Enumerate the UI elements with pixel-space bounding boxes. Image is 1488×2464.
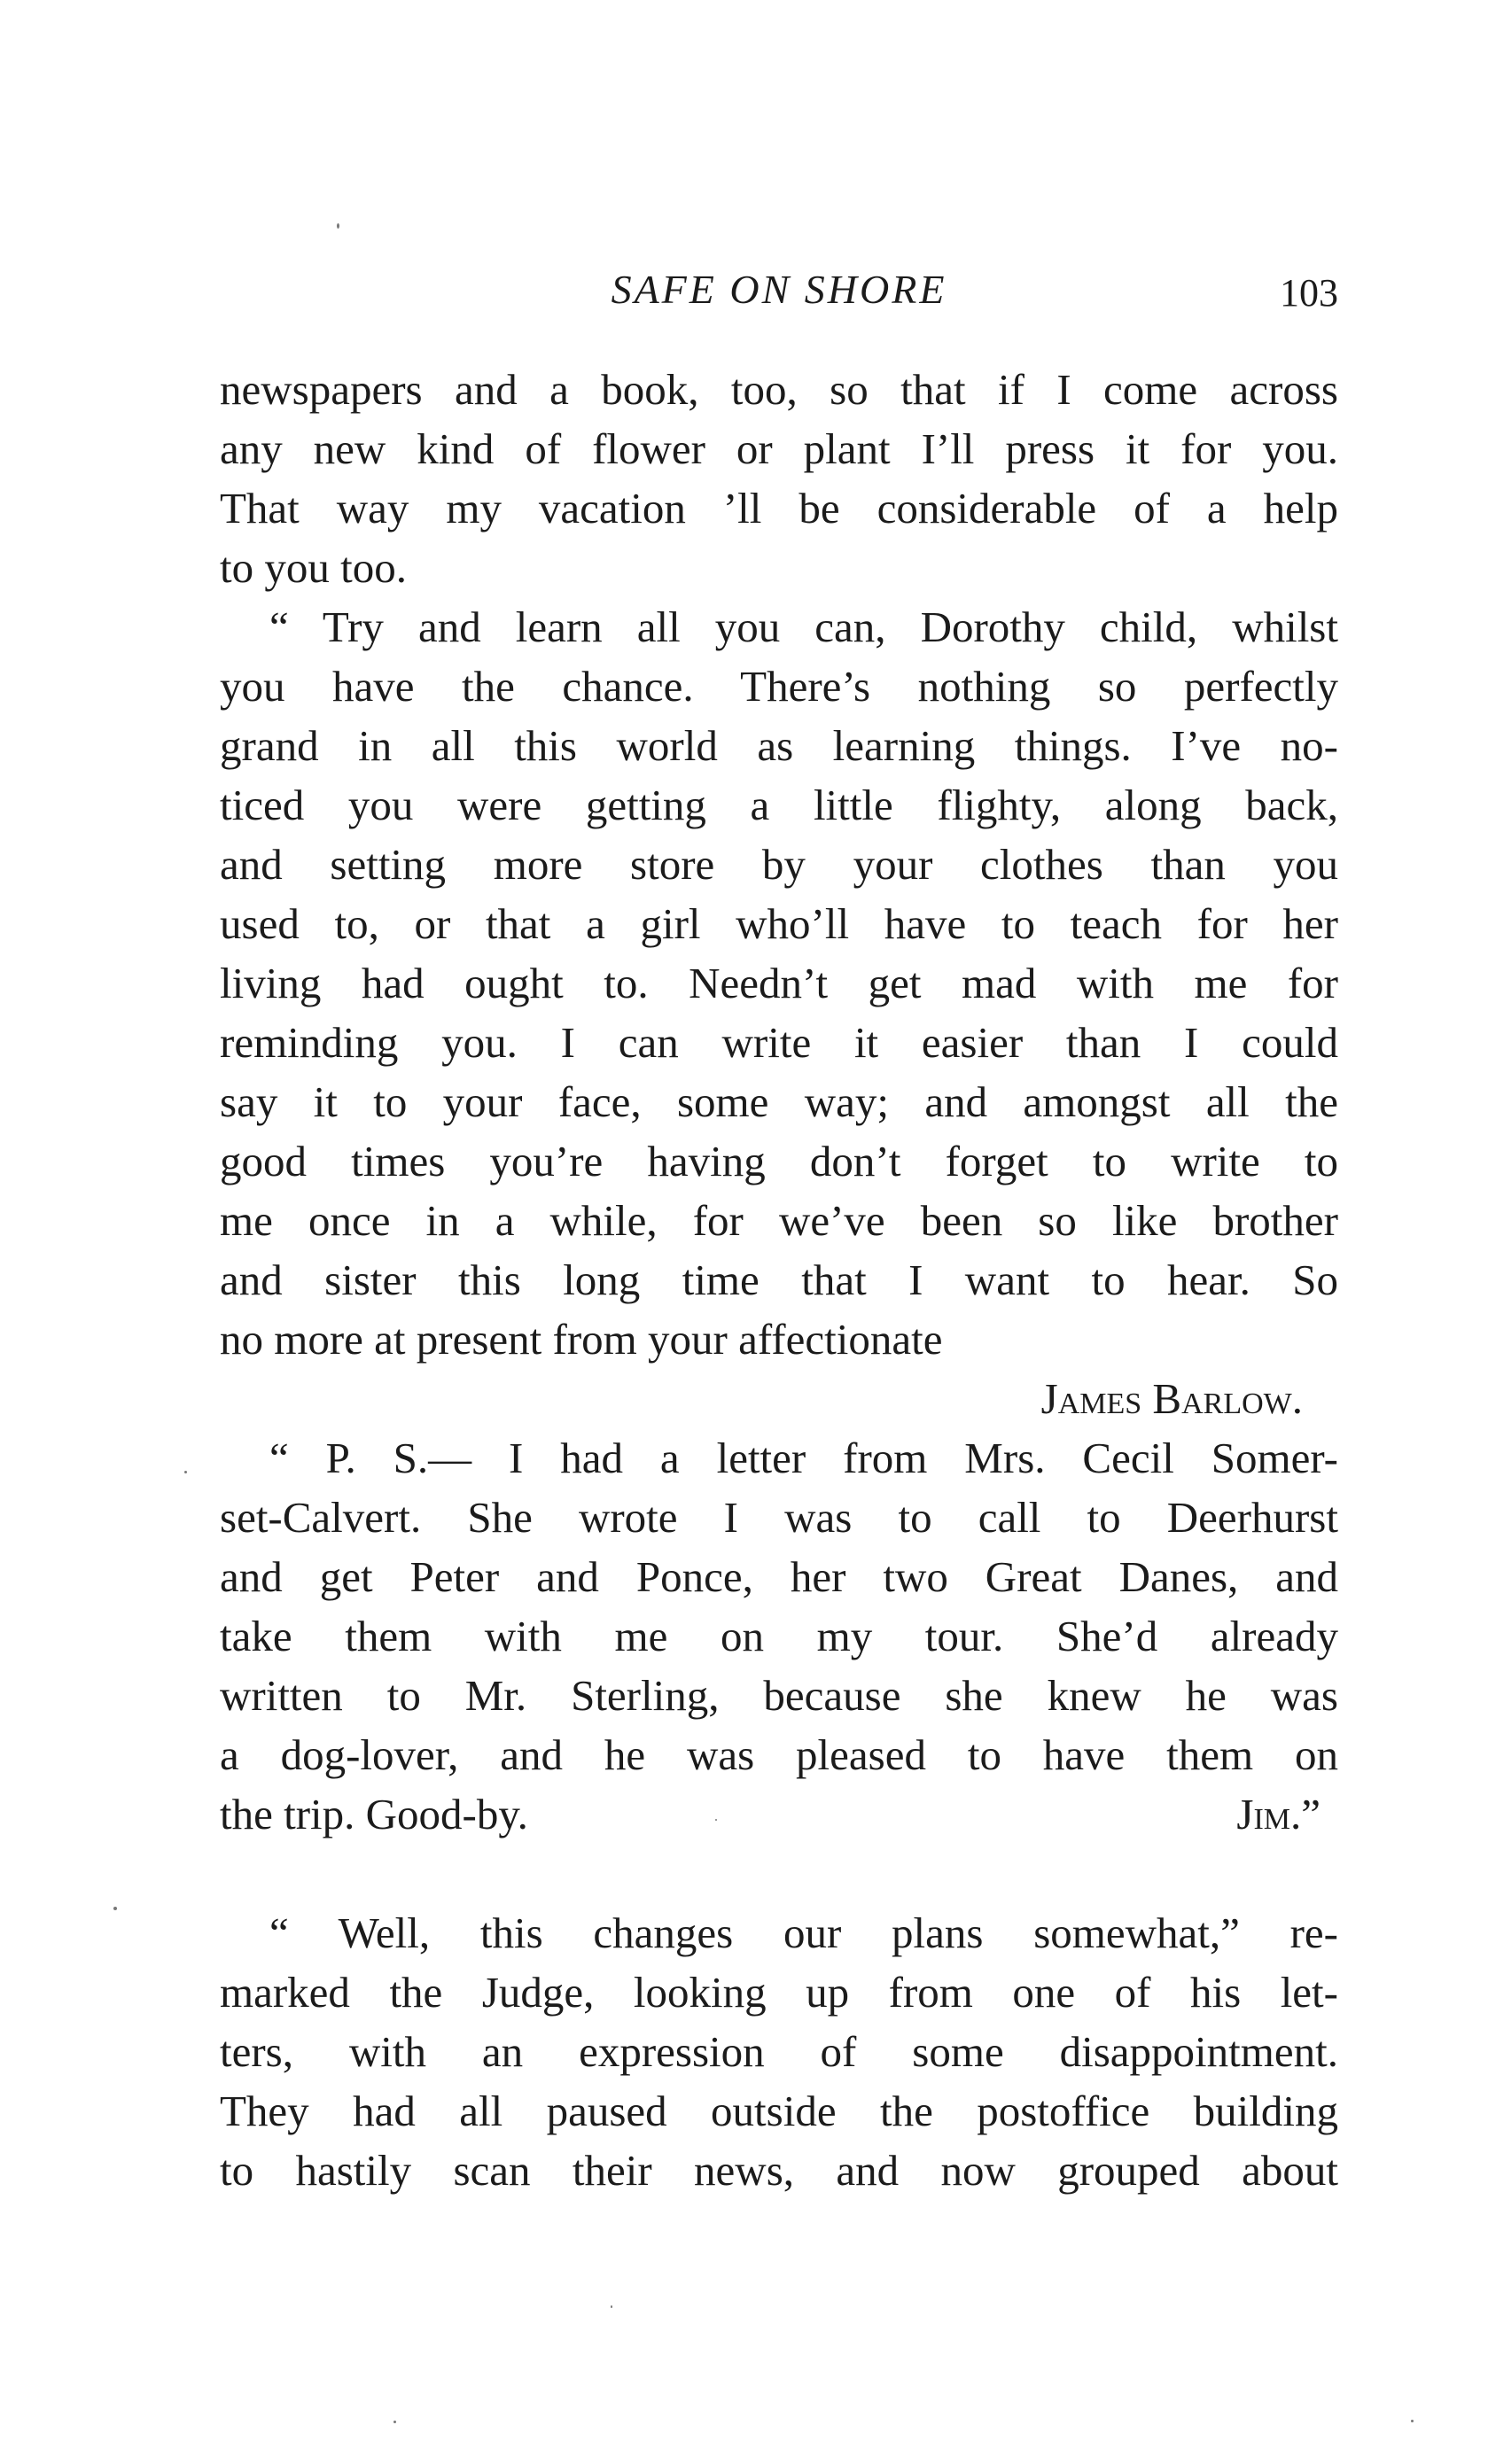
- section-gap: [220, 1844, 1338, 1903]
- text-line: set-Calvert. She wrote I was to call to Deerhurst: [220, 1493, 1338, 1542]
- text-line: say it to your face, some way; and amongst all the: [220, 1077, 1338, 1126]
- text-line: “ P. S.— I had a letter from Mrs. Cecil Somer-: [269, 1434, 1338, 1482]
- print-speck: [184, 1471, 187, 1473]
- print-speck: [113, 1907, 117, 1910]
- print-speck: [715, 1819, 717, 1821]
- text-line: no more at present from your affectionate: [220, 1315, 943, 1364]
- text-line: a dog-lover, and he was pleased to have them on: [220, 1730, 1338, 1779]
- text-line: “ Try and learn all you can, Dorothy child, whilst: [269, 602, 1338, 651]
- signature: James Barlow.: [1040, 1374, 1303, 1423]
- text-line: any new kind of flower or plant I’ll press it for you.: [220, 424, 1338, 473]
- body-text: [220, 360, 1338, 2200]
- text-line: newspapers and a book, too, so that if I come across: [220, 365, 1338, 414]
- print-speck: [611, 2305, 612, 2308]
- text-line: written to Mr. Sterling, because she knew he was: [220, 1671, 1338, 1720]
- text-line: good times you’re having don’t forget to write to: [220, 1137, 1338, 1185]
- text-line: reminding you. I can write it easier than I could: [220, 1018, 1338, 1067]
- text-line: and setting more store by your clothes than you: [220, 840, 1338, 889]
- closing-line: [220, 1784, 1338, 1844]
- text-line: They had all paused outside the postoffice building: [220, 2087, 1338, 2135]
- print-speck: [1411, 2420, 1414, 2422]
- closing-text: the trip. Good-by.: [220, 1790, 528, 1838]
- text-line: grand in all this world as learning things. I’ve no-: [220, 721, 1338, 770]
- text-line: ters, with an expression of some disappointment.: [220, 2027, 1338, 2076]
- text-line: ticed you were getting a little flighty, along back,: [220, 781, 1338, 829]
- text-line: That way my vacation ’ll be considerable of a help: [220, 484, 1338, 532]
- text-line: marked the Judge, looking up from one of his let-: [220, 1968, 1338, 2017]
- text-line: to you too.: [220, 543, 407, 592]
- text-line: living had ought to. Needn’t get mad with me for: [220, 959, 1338, 1007]
- closing-signature: Jim.”: [1236, 1790, 1321, 1838]
- text-line: take them with me on my tour. She’d already: [220, 1612, 1338, 1660]
- text-line: me once in a while, for we’ve been so like brother: [220, 1196, 1338, 1245]
- page-number: 103: [1280, 271, 1338, 315]
- text-line: and get Peter and Ponce, her two Great Danes, and: [220, 1552, 1338, 1601]
- text-line: and sister this long time that I want to hear. So: [220, 1255, 1338, 1304]
- print-speck: [337, 223, 339, 229]
- running-title: SAFE ON SHORE: [611, 267, 947, 312]
- text-line: you have the chance. There’s nothing so perfectly: [220, 662, 1338, 711]
- text-line: used to, or that a girl who’ll have to teach for her: [220, 899, 1338, 948]
- print-speck: [393, 2421, 396, 2423]
- running-head: [220, 259, 1338, 321]
- text-line: to hastily scan their news, and now grouped about: [220, 2146, 1338, 2195]
- text-line: “ Well, this changes our plans somewhat,” re-: [269, 1908, 1338, 1957]
